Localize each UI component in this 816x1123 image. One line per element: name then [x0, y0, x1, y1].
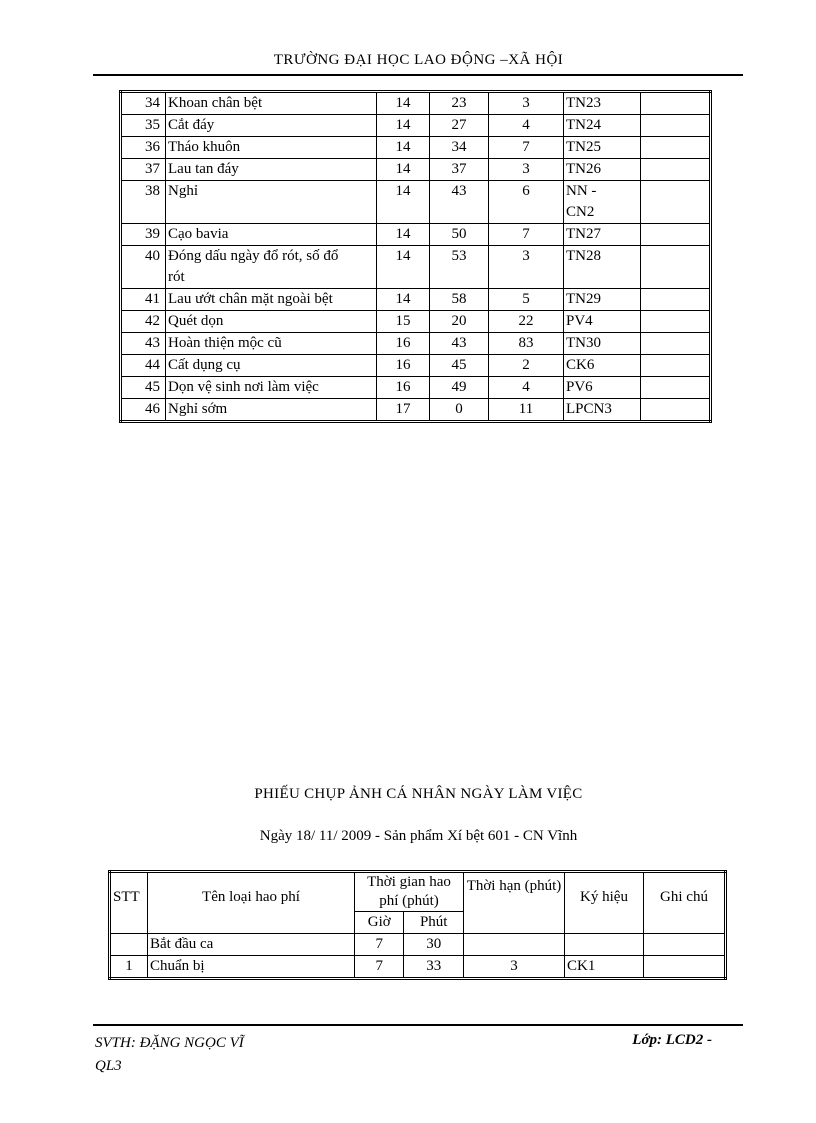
cell-phut: 50	[430, 224, 489, 246]
table-row	[121, 355, 711, 377]
header-phut: Phút	[404, 912, 464, 934]
cell-name: Bắt đầu ca	[148, 934, 355, 956]
cell-name	[166, 159, 377, 181]
cell-code-text: LPCN3	[566, 401, 612, 417]
cell-code-text: NN -	[566, 183, 597, 199]
cell-phut: 53	[430, 246, 489, 289]
footer-student-class: QL3	[95, 1058, 122, 1074]
cell-code	[564, 355, 641, 377]
cell-code-text: TN28	[566, 248, 601, 264]
cell-stt: 36	[121, 137, 166, 159]
header-code: Ký hiệu	[565, 872, 644, 934]
table-row	[121, 377, 711, 399]
cell-gio: 14	[377, 246, 430, 289]
cell-stt: 41	[121, 289, 166, 311]
cell-code-text: TN27	[566, 226, 601, 242]
cell-phut: 45	[430, 355, 489, 377]
table-row	[121, 246, 711, 289]
cell-phut: 30	[404, 934, 464, 956]
cell-code	[564, 399, 641, 422]
cell-name	[166, 246, 377, 289]
cell-code	[565, 934, 644, 956]
cell-phut: 27	[430, 115, 489, 137]
table-row	[121, 181, 711, 224]
table-row	[121, 399, 711, 422]
cell-gio: 16	[377, 377, 430, 399]
cell-gio: 14	[377, 224, 430, 246]
cell-stt: 38	[121, 181, 166, 224]
cell-name-text: Dọn vệ sinh nơi làm việc	[168, 379, 319, 395]
cell-duration: 2	[489, 355, 564, 377]
cell-code-text: TN29	[566, 291, 601, 307]
cell-name-text: Hoàn thiện mộc cũ	[168, 335, 282, 351]
footer-student	[95, 1032, 244, 1078]
cell-duration: 7	[489, 137, 564, 159]
cell-stt: 35	[121, 115, 166, 137]
cell-phut: 58	[430, 289, 489, 311]
header-note: Ghi chú	[644, 872, 726, 934]
cell-note	[641, 246, 711, 289]
cell-stt: 42	[121, 311, 166, 333]
cell-name-text-cont: rót	[168, 269, 185, 285]
form-subtitle: Ngày 18/ 11/ 2009 - Sản phẩm Xí bệt 601 - CN Vĩnh	[259, 828, 578, 844]
cell-phut: 43	[430, 333, 489, 355]
cell-code	[564, 115, 641, 137]
cell-name-text: Cất dụng cụ	[168, 357, 241, 373]
cell-code	[564, 289, 641, 311]
cell-name	[166, 311, 377, 333]
cell-note	[641, 311, 711, 333]
cell-stt: 44	[121, 355, 166, 377]
cell-duration: 4	[489, 377, 564, 399]
cell-code-text: TN25	[566, 139, 601, 155]
cell-code-text: PV4	[566, 313, 593, 329]
cell-name	[166, 355, 377, 377]
cell-name-text: Cắt đáy	[168, 117, 215, 133]
cell-phut: 33	[404, 956, 464, 979]
cell-note	[644, 934, 726, 956]
cell-name	[166, 289, 377, 311]
cell-code	[564, 333, 641, 355]
cell-stt: 45	[121, 377, 166, 399]
header-gio: Giờ	[355, 912, 404, 934]
cell-code-text: TN24	[566, 117, 601, 133]
cell-duration: 4	[489, 115, 564, 137]
cell-code	[564, 224, 641, 246]
cell-name-text: Khoan chân bệt	[168, 95, 263, 111]
footer-student-name: SVTH: ĐẶNG NGỌC VĨ	[95, 1035, 244, 1051]
cell-duration: 83	[489, 333, 564, 355]
cell-phut: 37	[430, 159, 489, 181]
cell-code	[564, 159, 641, 181]
cell-note	[641, 92, 711, 115]
table-row	[121, 224, 711, 246]
cell-note	[641, 159, 711, 181]
table-row	[110, 956, 726, 979]
header-divider	[93, 74, 743, 76]
cell-name	[166, 115, 377, 137]
cell-stt: 40	[121, 246, 166, 289]
cell-name	[166, 377, 377, 399]
cell-name-text: Nghỉ sớm	[168, 401, 228, 417]
time-study-table-continued	[119, 90, 712, 423]
cell-code	[564, 137, 641, 159]
cell-duration: 5	[489, 289, 564, 311]
cell-gio: 14	[377, 115, 430, 137]
cell-phut: 0	[430, 399, 489, 422]
cell-duration: 7	[489, 224, 564, 246]
table-row	[121, 289, 711, 311]
header-stt: STT	[110, 872, 148, 934]
cell-note	[641, 399, 711, 422]
table-row	[121, 137, 711, 159]
cell-note	[641, 137, 711, 159]
table-row	[121, 115, 711, 137]
cell-code	[564, 311, 641, 333]
form-title: PHIẾU CHỤP ẢNH CÁ NHÂN NGÀY LÀM VIỆC	[254, 786, 583, 802]
cell-gio: 14	[377, 289, 430, 311]
cell-note	[641, 289, 711, 311]
table-row	[121, 333, 711, 355]
header-name: Tên loại hao phí	[148, 872, 355, 934]
cell-stt: 1	[110, 956, 148, 979]
cell-name	[166, 399, 377, 422]
table-row	[121, 159, 711, 181]
cell-stt: 43	[121, 333, 166, 355]
cell-code-text: TN30	[566, 335, 601, 351]
cell-gio: 7	[355, 956, 404, 979]
cell-name-text: Cạo bavia	[168, 226, 229, 242]
cell-name	[166, 137, 377, 159]
cell-duration	[464, 934, 565, 956]
cell-stt	[110, 934, 148, 956]
cell-phut: 43	[430, 181, 489, 224]
cell-duration: 3	[489, 92, 564, 115]
cell-note	[641, 224, 711, 246]
cell-name-text: Tháo khuôn	[168, 139, 241, 155]
cell-phut: 20	[430, 311, 489, 333]
cell-gio: 14	[377, 92, 430, 115]
cell-gio: 14	[377, 137, 430, 159]
cell-note	[641, 333, 711, 355]
cell-code	[564, 92, 641, 115]
cell-gio: 16	[377, 333, 430, 355]
cell-stt: 37	[121, 159, 166, 181]
cell-note	[641, 355, 711, 377]
cell-gio: 14	[377, 159, 430, 181]
cell-name-text: Lau ướt chân mặt ngoài bệt	[168, 291, 333, 307]
cell-duration: 3	[489, 159, 564, 181]
cell-phut: 23	[430, 92, 489, 115]
table-row	[110, 934, 726, 956]
cell-gio: 15	[377, 311, 430, 333]
cell-code-text: TN23	[566, 95, 601, 111]
cell-phut: 49	[430, 377, 489, 399]
cell-code-text: TN26	[566, 161, 601, 177]
cell-name	[166, 92, 377, 115]
table-row	[121, 311, 711, 333]
cell-code-text: CK6	[566, 357, 595, 373]
cell-duration: 22	[489, 311, 564, 333]
header-time-group: Thời gian hao phí (phút)	[355, 872, 464, 912]
time-study-table	[108, 870, 727, 980]
cell-gio: 16	[377, 355, 430, 377]
header-limit: Thời hạn (phút)	[464, 872, 565, 934]
cell-name	[166, 181, 377, 224]
cell-note	[644, 956, 726, 979]
cell-name	[166, 224, 377, 246]
cell-name: Chuẩn bị	[148, 956, 355, 979]
cell-gio: 17	[377, 399, 430, 422]
footer-class-label: Lớp: LCD2 -	[632, 1032, 712, 1048]
cell-name-text: Lau tan đáy	[168, 161, 239, 177]
cell-stt: 39	[121, 224, 166, 246]
cell-code: CK1	[565, 956, 644, 979]
cell-name-text: Nghỉ	[168, 183, 198, 199]
cell-name	[166, 333, 377, 355]
cell-gio: 14	[377, 181, 430, 224]
cell-phut: 34	[430, 137, 489, 159]
cell-duration: 6	[489, 181, 564, 224]
page-header-title: TRƯỜNG ĐẠI HỌC LAO ĐỘNG –XÃ HỘI	[273, 52, 564, 68]
cell-stt: 46	[121, 399, 166, 422]
cell-stt: 34	[121, 92, 166, 115]
cell-note	[641, 377, 711, 399]
cell-duration: 11	[489, 399, 564, 422]
cell-name-text: Quét dọn	[168, 313, 224, 329]
cell-code	[564, 246, 641, 289]
cell-code	[564, 181, 641, 224]
cell-note	[641, 115, 711, 137]
cell-code-text-cont: CN2	[566, 204, 595, 220]
cell-duration: 3	[464, 956, 565, 979]
cell-note	[641, 181, 711, 224]
cell-duration: 3	[489, 246, 564, 289]
cell-name-text: Đóng dấu ngày đổ rót, số đổ	[168, 248, 339, 264]
cell-gio: 7	[355, 934, 404, 956]
footer-divider	[93, 1024, 743, 1026]
table-row	[121, 92, 711, 115]
cell-code-text: PV6	[566, 379, 593, 395]
cell-code	[564, 377, 641, 399]
